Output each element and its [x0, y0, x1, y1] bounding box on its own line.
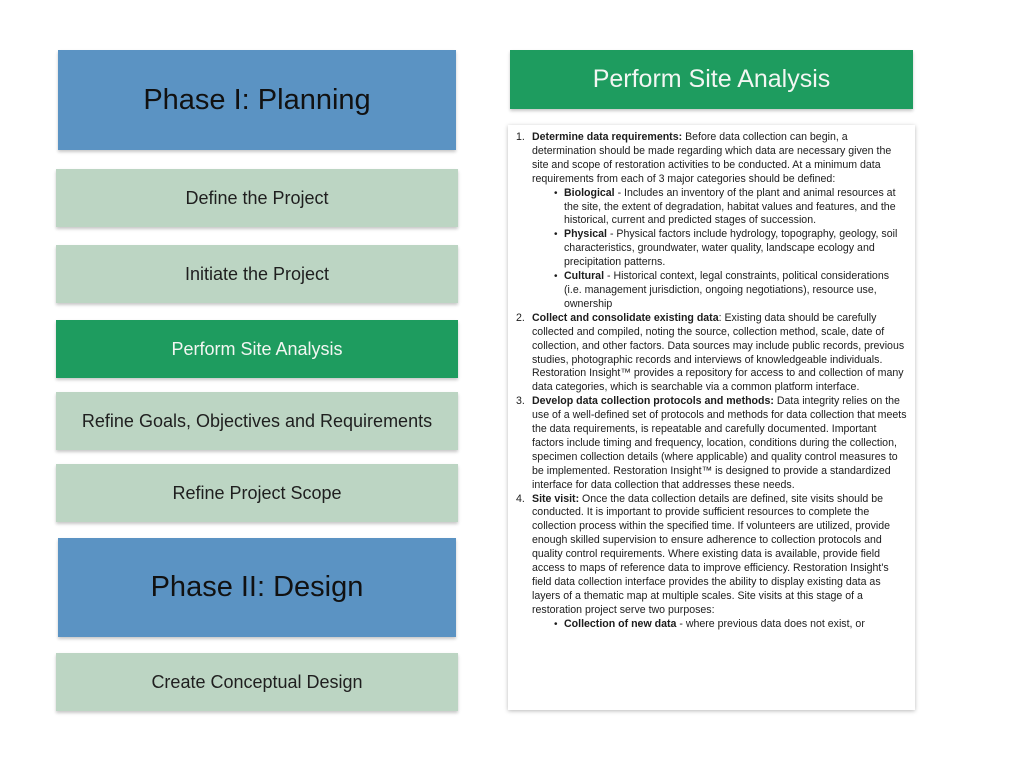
bullet-list	[532, 618, 907, 632]
item-text: Once the data collection details are defined, site visits should be conducted. It is important to provide sufficient resources to complete the collection process within the specified time. If volunteers are utilized, provide enough skilled supervision to ensure adherence to collection protocols and quality control requirements. Where existing data is available, provide field access to maps of reference data to improve efficiency. Restoration Insight's field data collection interface provides the ability to display existing data as layers of a thematic map at multiple scales. Site visits at this stage of a restoration project serve two purposes:	[532, 492, 891, 616]
bullet-text: - Historical context, legal constraints, political considerations (i.e. management jurisdiction, ongoing negotiations), resource use, ownership	[564, 270, 890, 310]
step-label: Refine Goals, Objectives and Requirements	[81, 410, 433, 431]
item-heading: Develop data collection protocols and methods:	[532, 395, 774, 408]
detail-item	[516, 131, 907, 312]
item-text: : Existing data should be carefully collected and compiled, noting the source, collection method, scale, date of collection, and other factors. Data sources may include public records, previous studies, photographic records and interviews of knowledgeable individuals. Restoration Insight™ provides a repository for access to and collection of many data categories, which is searchable via a common platform interface.	[532, 311, 905, 394]
step-refine-scope[interactable]	[56, 464, 458, 522]
detail-header	[510, 50, 913, 109]
bullet-heading: Physical	[564, 228, 607, 241]
step-refine-goals[interactable]	[56, 392, 458, 450]
bullet-item	[564, 187, 907, 229]
bullet-item	[564, 270, 907, 312]
item-text: Data integrity relies on the use of a well-defined set of protocols and methods for data collection that meets the data requirements, is repeatable and carefully documented. Important factors include timing and frequency, location, conditions during the collection, specimen collection details (where applicable) and quality control measures to be implemented. Restoration Insight™ is designed to provide a standardized interface for data collection that addresses these needs.	[532, 395, 907, 491]
phase2-title: Phase II: Design	[150, 571, 364, 603]
item-number: 2.	[516, 311, 525, 324]
detail-panel	[508, 125, 915, 710]
step-label: Create Conceptual Design	[151, 671, 363, 692]
bullet-item	[564, 618, 907, 632]
item-heading: Site visit:	[532, 492, 580, 505]
bullet-heading: Collection of new data	[564, 617, 677, 630]
bullet-text: - where previous data does not exist, or	[676, 617, 865, 630]
detail-item	[516, 395, 907, 492]
item-heading: Determine data requirements:	[532, 131, 683, 143]
item-heading: Collect and consolidate existing data	[532, 311, 719, 324]
step-label: Refine Project Scope	[172, 482, 342, 503]
item-number: 4.	[516, 492, 525, 505]
step-label: Perform Site Analysis	[171, 338, 343, 359]
step-label: Define the Project	[185, 187, 329, 208]
detail-list	[516, 131, 907, 632]
phase2-header[interactable]	[58, 538, 456, 637]
detail-item	[516, 493, 907, 632]
step-label: Initiate the Project	[184, 263, 330, 284]
bullet-heading: Biological	[564, 186, 615, 199]
item-number: 3.	[516, 395, 525, 408]
bullet-list	[532, 187, 907, 312]
detail-item	[516, 312, 907, 395]
item-number: 1.	[516, 131, 525, 143]
detail-title: Perform Site Analysis	[592, 65, 831, 93]
step-perform-site-analysis[interactable]	[56, 320, 458, 378]
phase1-header[interactable]	[58, 50, 456, 150]
bullet-text: - Physical factors include hydrology, topography, geology, soil characteristics, groundwater, water quality, landscape ecology and precipitation patterns.	[564, 228, 898, 269]
step-initiate-project[interactable]	[56, 245, 458, 303]
step-create-conceptual-design[interactable]	[56, 653, 458, 711]
item-text: Before data collection can begin, a determination should be made regarding which data are necessary given the site and scope of restoration activities to be conducted. At a minimum data requirements from each of 3 major categories should be defined:	[532, 131, 892, 185]
phase1-title: Phase I: Planning	[143, 83, 371, 116]
bullet-text: - Includes an inventory of the plant and animal resources at the site, the extent of degradation, habitat values and features, and the historical, current and predicted stages of succession.	[564, 186, 896, 227]
bullet-item	[564, 228, 907, 270]
bullet-heading: Cultural	[564, 270, 605, 283]
step-define-project[interactable]	[56, 169, 458, 227]
